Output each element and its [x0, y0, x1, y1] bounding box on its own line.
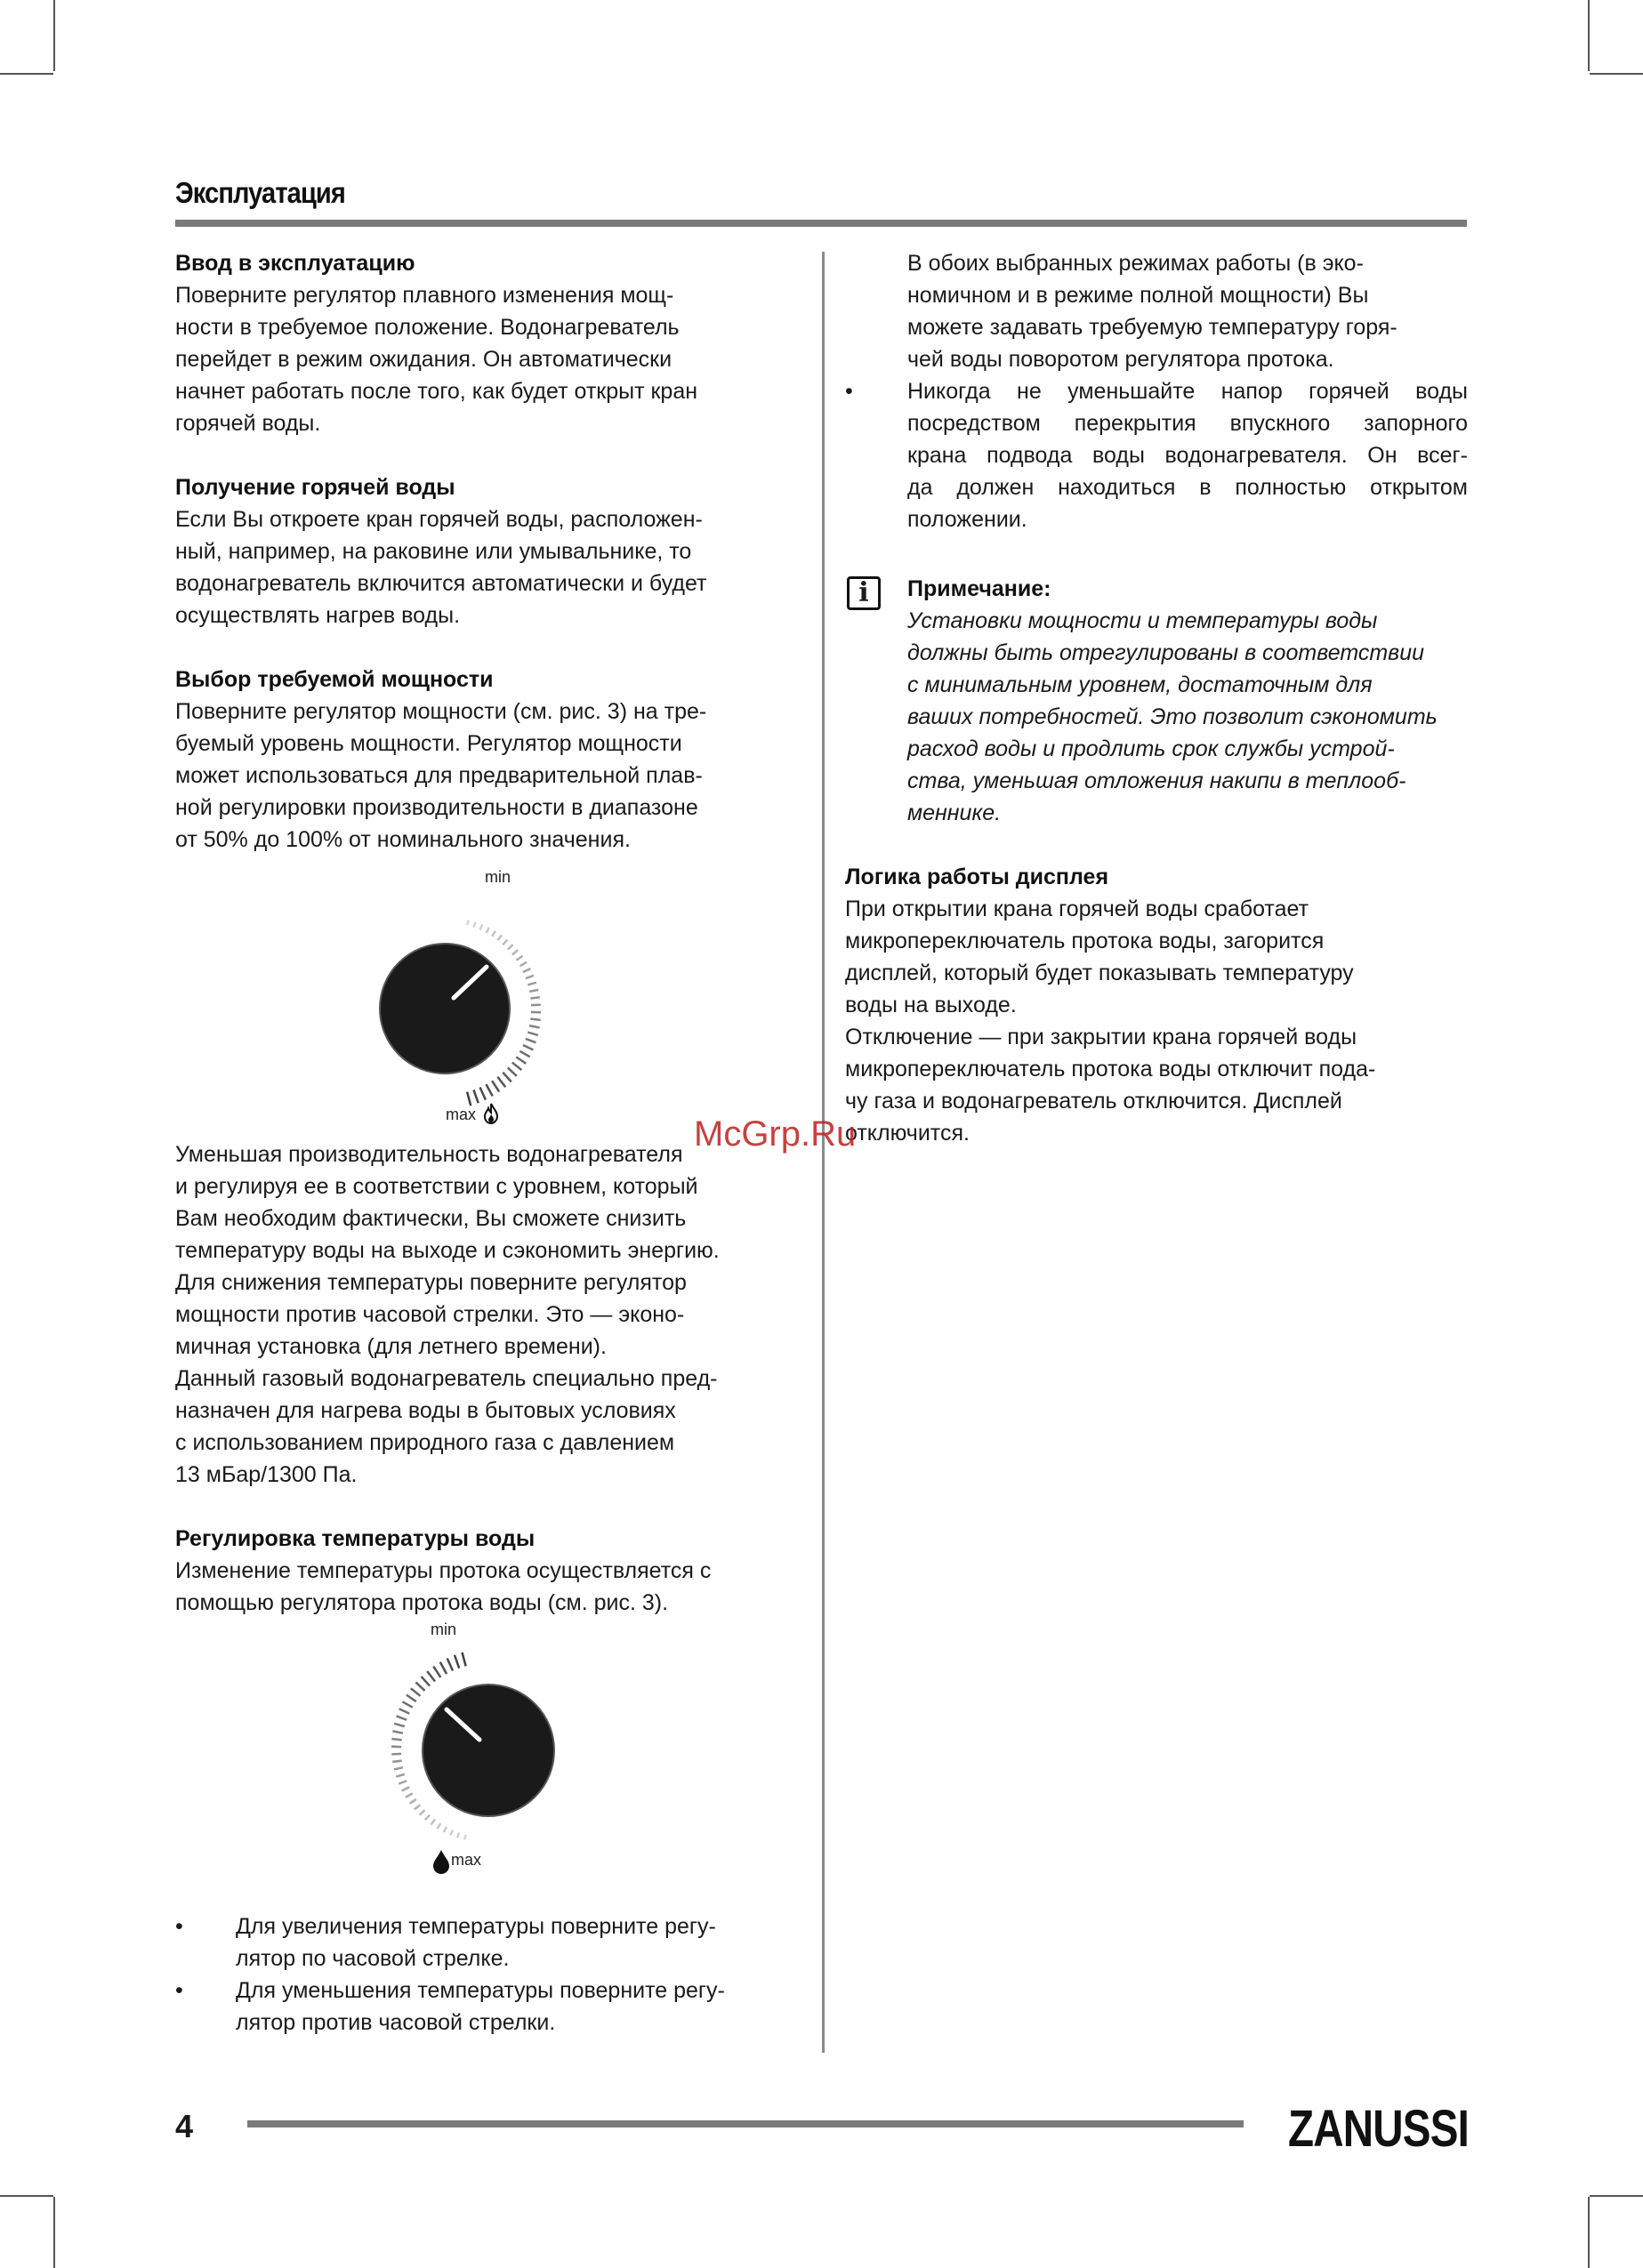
- heading-hot-water: Получение горячей воды: [175, 475, 455, 500]
- scale-tick: [512, 950, 519, 954]
- text-line: ности в требуемое положение. Водонагреватель: [175, 315, 680, 340]
- text-line: перейдет в режим ожидания. Он автоматически: [175, 347, 673, 372]
- text-line: Никогда не уменьшайте напор горячей воды: [907, 379, 1468, 404]
- text-line: дисплей, который будет показывать температуру: [845, 961, 1354, 985]
- scale-tick: [529, 990, 538, 992]
- crop-mark: [1588, 0, 1590, 71]
- crop-mark: [0, 2195, 53, 2197]
- power-knob-figure: [175, 856, 798, 1138]
- scale-tick: [473, 922, 475, 928]
- scale-tick: [410, 1799, 416, 1804]
- text-line: 13 мБар/1300 Па.: [175, 1462, 358, 1487]
- text-line: должны быть отрегулированы в соответствии: [907, 640, 1425, 665]
- text-line: ный, например, на раковине или умывальнике, то: [175, 539, 692, 564]
- text-line: номичном и в режиме полной мощности) Вы: [907, 283, 1369, 308]
- text-line: микропереключатель протока воды отключит пода-: [845, 1057, 1376, 1082]
- knob-body: [423, 1685, 554, 1816]
- text-line: При открытии крана горячей воды сработает: [845, 897, 1309, 921]
- paragraph-commissioning: [175, 279, 798, 439]
- text-line: помощью регулятора протока воды (см. рис. 3).: [175, 1590, 669, 1615]
- flow-knob-figure: [175, 1619, 798, 1903]
- scale-tick: [464, 1835, 466, 1840]
- scale-tick: [492, 1081, 499, 1091]
- text-line: горячей воды.: [175, 411, 321, 436]
- scale-tick: [399, 1709, 409, 1713]
- water-drop-icon: [433, 1850, 449, 1874]
- bullet-dot: •: [175, 1978, 183, 2003]
- flow-knob-diagram: [175, 1619, 798, 1903]
- scale-tick: [528, 1033, 538, 1035]
- text-line: воды на выходе.: [845, 993, 1017, 1017]
- paragraph-economy: [175, 1138, 798, 1491]
- scale-tick: [512, 1063, 522, 1070]
- max-label: max: [451, 1851, 482, 1869]
- text-line: с минимальным уровнем, достаточным для: [907, 672, 1373, 697]
- scale-tick: [503, 1073, 511, 1082]
- scale-tick: [396, 1774, 405, 1777]
- knob-body: [380, 944, 510, 1074]
- text-line: Установки мощности и температуры воды: [907, 608, 1378, 633]
- text-line: ства, уменьшая отложения накипи в теплооб-: [907, 768, 1406, 793]
- scale-tick: [516, 1057, 526, 1063]
- scale-tick: [415, 1682, 424, 1690]
- text-line: водонагреватель включится автоматически и будет: [175, 571, 707, 596]
- text-line: чей воды поворотом регулятора протока.: [907, 347, 1334, 372]
- text-line: с использованием природного газа с давлением: [175, 1430, 675, 1455]
- scale-tick: [492, 931, 495, 937]
- scale-tick: [392, 1731, 403, 1733]
- scale-tick: [486, 928, 488, 933]
- text-line: Данный газовый водонагреватель специально пред-: [175, 1366, 718, 1391]
- scale-tick: [497, 1077, 505, 1087]
- scale-tick: [503, 939, 507, 945]
- text-line: Отключение — при закрытии крана горячей воды: [845, 1025, 1357, 1050]
- paragraph-modes: [845, 247, 1468, 375]
- crop-mark: [0, 73, 53, 75]
- scale-tick: [407, 1695, 416, 1701]
- scale-tick: [444, 1827, 447, 1832]
- text-line: начнет работать после того, как будет открыт кран: [175, 379, 698, 404]
- text-line: Поверните регулятор мощности (см. рис. 3) на тре-: [175, 699, 707, 724]
- scale-tick: [480, 924, 483, 929]
- right-column: [845, 247, 1468, 1149]
- text-line: Для увеличения температуры поверните регу-: [236, 1914, 716, 1939]
- text-line: меннике.: [907, 800, 1002, 825]
- heading-display-logic: Логика работы дисплея: [845, 865, 1109, 889]
- scale-tick: [440, 1662, 447, 1674]
- brand-logo: ZANUSSI: [1288, 2100, 1470, 2158]
- text-line: Вам необходим фактически, Вы сможете снизить: [175, 1206, 687, 1231]
- page-number: 4: [175, 2108, 194, 2144]
- max-label: max: [446, 1106, 477, 1123]
- scale-tick: [480, 1088, 486, 1100]
- section-title: Эксплуатация: [175, 176, 345, 209]
- text-line: Поверните регулятор плавного изменения мощ-: [175, 283, 674, 308]
- crop-mark: [1588, 2197, 1590, 2268]
- note-title: Примечание:: [907, 576, 1051, 601]
- bullet-dot: •: [175, 1914, 183, 1939]
- scale-tick: [447, 1658, 453, 1670]
- scale-tick: [455, 1655, 459, 1669]
- text-line: микропереключатель протока воды, загорится: [845, 929, 1325, 953]
- footer-rule: [247, 2120, 1244, 2127]
- paragraph-power-selection: [175, 696, 798, 856]
- scale-tick: [516, 956, 522, 961]
- scale-tick: [526, 976, 534, 978]
- scale-tick: [399, 1781, 407, 1783]
- scale-tick: [523, 969, 530, 972]
- watermark: McGrp.Ru: [694, 1114, 857, 1154]
- scale-tick: [528, 983, 536, 985]
- text-line: температуру воды на выходе и сэкономить энергию.: [175, 1238, 720, 1263]
- text-line: Для снижения температуры поверните регулятор: [175, 1270, 687, 1295]
- bullet-dot: •: [845, 379, 853, 404]
- text-line: буемый уровень мощности. Регулятор мощности: [175, 731, 682, 756]
- text-line: положении.: [907, 507, 1027, 532]
- text-line: назначен для нагрева воды в бытовых условиях: [175, 1398, 676, 1423]
- scale-tick: [433, 1667, 440, 1677]
- min-label: min: [431, 1621, 457, 1638]
- scale-tick: [392, 1761, 401, 1762]
- text-line: чу газа и водонагреватель отключится. Дисплей: [845, 1089, 1342, 1114]
- min-label: min: [485, 868, 511, 886]
- text-line: мичная установка (для летнего времени).: [175, 1334, 607, 1359]
- scale-tick: [497, 935, 502, 940]
- text-line: крана подвода воды водонагревателя. Он всег-: [907, 443, 1468, 468]
- text-line: расход воды и продлить срок службы устрой-: [907, 736, 1395, 761]
- text-line: отключится.: [845, 1121, 970, 1146]
- scale-tick: [529, 1025, 540, 1027]
- scale-tick: [486, 1084, 492, 1096]
- scale-tick: [462, 1653, 465, 1666]
- power-knob-diagram: [175, 856, 798, 1138]
- text-line: осуществлять нагрев воды.: [175, 603, 461, 628]
- scale-tick: [394, 1724, 405, 1726]
- text-line: В обоих выбранных режимах работы (в эко-: [907, 251, 1364, 276]
- scale-tick: [422, 1677, 431, 1685]
- text-line: мощности против часовой стрелки. Это — эконо-: [175, 1302, 685, 1327]
- scale-tick: [508, 945, 513, 950]
- scale-tick: [519, 962, 527, 966]
- text-line: и регулируя ее в соответствии с уровнем, который: [175, 1174, 698, 1199]
- text-line: Изменение температуры протока осуществляется с: [175, 1558, 712, 1583]
- scale-tick: [431, 1820, 435, 1825]
- scale-tick: [450, 1830, 453, 1835]
- scale-tick: [420, 1810, 425, 1815]
- scale-tick: [467, 921, 469, 926]
- bullet-item: [175, 1910, 798, 1974]
- scale-tick: [411, 1688, 421, 1695]
- crop-mark: [1590, 73, 1643, 75]
- crop-mark: [53, 0, 55, 71]
- text-line: посредством перекрытия впускного запорного: [907, 411, 1468, 436]
- text-line: Если Вы откроете кран горячей воды, расположен-: [175, 507, 703, 532]
- scale-tick: [425, 1815, 430, 1821]
- note-block: [845, 573, 1468, 829]
- scale-tick: [427, 1671, 435, 1681]
- info-icon: i: [847, 576, 881, 610]
- bullet-item: [845, 375, 1468, 535]
- text-line: от 50% до 100% от номинального значения.: [175, 827, 631, 852]
- scale-tick: [391, 1739, 401, 1740]
- text-line: может использоваться для предварительной плав-: [175, 763, 703, 788]
- scale-tick: [467, 1092, 471, 1106]
- heading-commissioning: Ввод в эксплуатацию: [175, 251, 415, 276]
- scale-tick: [415, 1805, 421, 1809]
- scale-tick: [437, 1823, 440, 1829]
- paragraph-temperature: [175, 1555, 798, 1619]
- bullet-item: [175, 1974, 798, 2039]
- scale-tick: [530, 1019, 540, 1020]
- header-rule: [175, 220, 1467, 227]
- text-line: ваших потребностей. Это позволит сэкономить: [907, 704, 1438, 729]
- scale-tick: [530, 997, 539, 998]
- scale-tick: [402, 1787, 409, 1790]
- scale-tick: [523, 1045, 533, 1050]
- heading-temperature: Регулировка температуры воды: [175, 1526, 536, 1551]
- scale-tick: [473, 1090, 478, 1103]
- flame-icon: [485, 1104, 497, 1123]
- scale-tick: [402, 1701, 412, 1707]
- note-text: [907, 605, 1468, 829]
- text-line: лятор против часовой стрелки.: [236, 2010, 556, 2035]
- heading-power-selection: Выбор требуемой мощности: [175, 667, 494, 692]
- text-line: можете задавать требуемую температуру горя-: [907, 315, 1397, 340]
- text-line: Уменьшая производительность водонагревателя: [175, 1142, 683, 1167]
- crop-mark: [53, 2197, 55, 2268]
- paragraph-hot-water: [175, 503, 798, 631]
- crop-mark: [1590, 2195, 1643, 2197]
- text-line: лятор по часовой стрелке.: [236, 1946, 510, 1971]
- text-line: Для уменьшения температуры поверните регу-: [236, 1978, 725, 2003]
- scale-tick: [397, 1716, 407, 1719]
- scale-tick: [394, 1767, 403, 1769]
- scale-tick: [457, 1832, 459, 1838]
- scale-tick: [508, 1067, 517, 1075]
- text-line: ной регулировки производительности в диапазоне: [175, 795, 698, 820]
- scale-tick: [406, 1793, 413, 1797]
- paragraph-display-logic: [845, 893, 1468, 1149]
- scale-tick: [526, 1039, 536, 1042]
- scale-tick: [519, 1051, 529, 1057]
- text-line: да должен находиться в полностью открытом: [907, 475, 1468, 500]
